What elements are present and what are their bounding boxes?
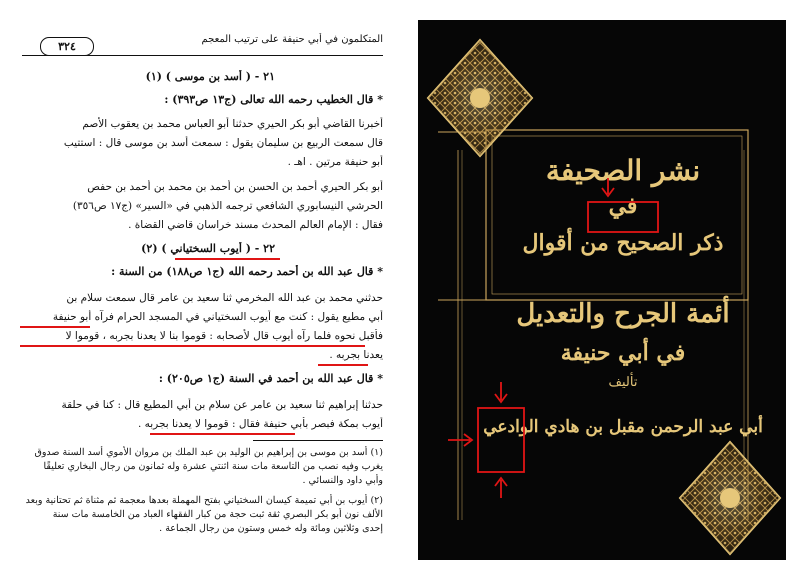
- entry-21-line: أبو حنيفة مرتين . اهـ .: [287, 156, 383, 168]
- book-cover: [418, 20, 786, 560]
- cover-title-line-1: نشر الصحيفة: [545, 154, 701, 187]
- entry-22-source: * قال عبد الله بن أحمد رحمه الله (ج١ ص١٨٨) من السنة :: [111, 265, 383, 278]
- page-number: ٣٢٤: [40, 37, 94, 56]
- footnote-1: وأبي داود والنسائي .: [302, 475, 383, 486]
- footnote-2: (٢) أيوب بن أبي تميمة كيسان السختياني بفتح المهملة بعدها معجمة ثم مثناة ثم تحتانية وبعد: [25, 495, 383, 506]
- entry-22-line: أيوب بمكة فبصر بأبي حنيفة فقال : قوموا لا يعدنا بجربه .: [137, 418, 383, 430]
- entry-21-line: فقال : الإمام العالم المحدث مسند خراسان قاضي القضاة .: [128, 219, 383, 231]
- entry-22-line: فأقبل نحوه فلما رآه أيوب قال لأصحابه : قوموا بنا لا يعدنا بجربه ، قوموا لا: [65, 330, 383, 342]
- footnote-1: يغرب وفيه نصب من التاسعة مات سنة اثنتي عشرة وله ثمانون من رجال البخاري تعليقًا: [43, 461, 383, 472]
- footnote-2: إحدى وثلاثين ومائة وله خمس وستون من رجال الجماعة .: [159, 523, 383, 534]
- entry-22-line: حدثني محمد بن عبد الله المخرمي ثنا سعيد بن عامر قال سمعت سلام بن: [66, 292, 383, 304]
- entry-21-source: * قال الخطيب رحمه الله تعالى (ج١٣ ص٣٩٣) :: [164, 93, 383, 106]
- cover-author-label: تأليف: [608, 375, 638, 390]
- cover-art: [418, 20, 786, 560]
- annotation-underline: [318, 364, 368, 366]
- cover-title-line-3: ذكر الصحيح من أقوال: [522, 230, 724, 256]
- entry-21-line: أبو بكر الحيري أحمد بن الحسن بن أحمد بن محمد بن أحمد بن حفص: [87, 181, 383, 193]
- cover-title-line-2: في: [608, 193, 638, 219]
- header-rule: [22, 55, 383, 56]
- annotation-underline: [175, 258, 280, 260]
- running-header: المتكلمون في أبي حنيفة على ترتيب المعجم: [201, 34, 383, 45]
- entry-22-line: يعدنا بجربه .: [329, 349, 383, 361]
- entry-21-line: قال سمعت الربيع بن سليمان يقول : سمعت أسد بن موسى قال : استتيب: [63, 137, 383, 149]
- cover-title-line-5: في أبي حنيفة: [560, 340, 686, 366]
- entry-21-line: الحرشي النيسابوري الشافعي ترجمه الذهبي في «السير» (ج١٧ ص٣٥٦): [72, 200, 383, 212]
- footnote-1: (١) أسد بن موسى بن إبراهيم بن الوليد بن عبد الملك بن مروان الأموي أسد السنة صدوق: [34, 447, 383, 458]
- entry-22-line: أبي مطيع يقول : كنت مع أيوب السختياني في المسجد الحرام فرآه أبو حنيفة: [52, 311, 383, 323]
- cover-title-line-4: أئمة الجرح والتعديل: [516, 299, 730, 329]
- annotation-underline: [20, 345, 365, 347]
- entry-22-line: حدثنا إبراهيم ثنا سعيد بن عامر عن سلام بن أبي المطيع قال : كنا في حلقة: [61, 399, 383, 411]
- entry-22-source-2: * قال عبد الله بن أحمد في السنة (ج١ ص٢٠٥) :: [158, 372, 383, 385]
- annotation-underline: [20, 326, 90, 328]
- footnote-rule: [253, 440, 383, 441]
- entry-21-title: ٢١ - ( أسد بن موسى ) (١): [145, 70, 275, 83]
- cover-author: أبي عبد الرحمن مقبل بن هادي الوادعي: [483, 417, 763, 437]
- entry-22-title: ٢٢ - ( أيوب السختياني ) (٢): [141, 242, 275, 255]
- footnote-2: الألف نون أبو بكر البصري ثقة ثبت حجة من كبار الفقهاء العباد من الخامسة مات سنة: [52, 509, 383, 520]
- entry-21-line: أخبرنا القاضي أبو بكر الحيري حدثنا أبو العباس محمد بن يعقوب الأصم: [82, 118, 383, 130]
- annotation-underline: [150, 433, 295, 435]
